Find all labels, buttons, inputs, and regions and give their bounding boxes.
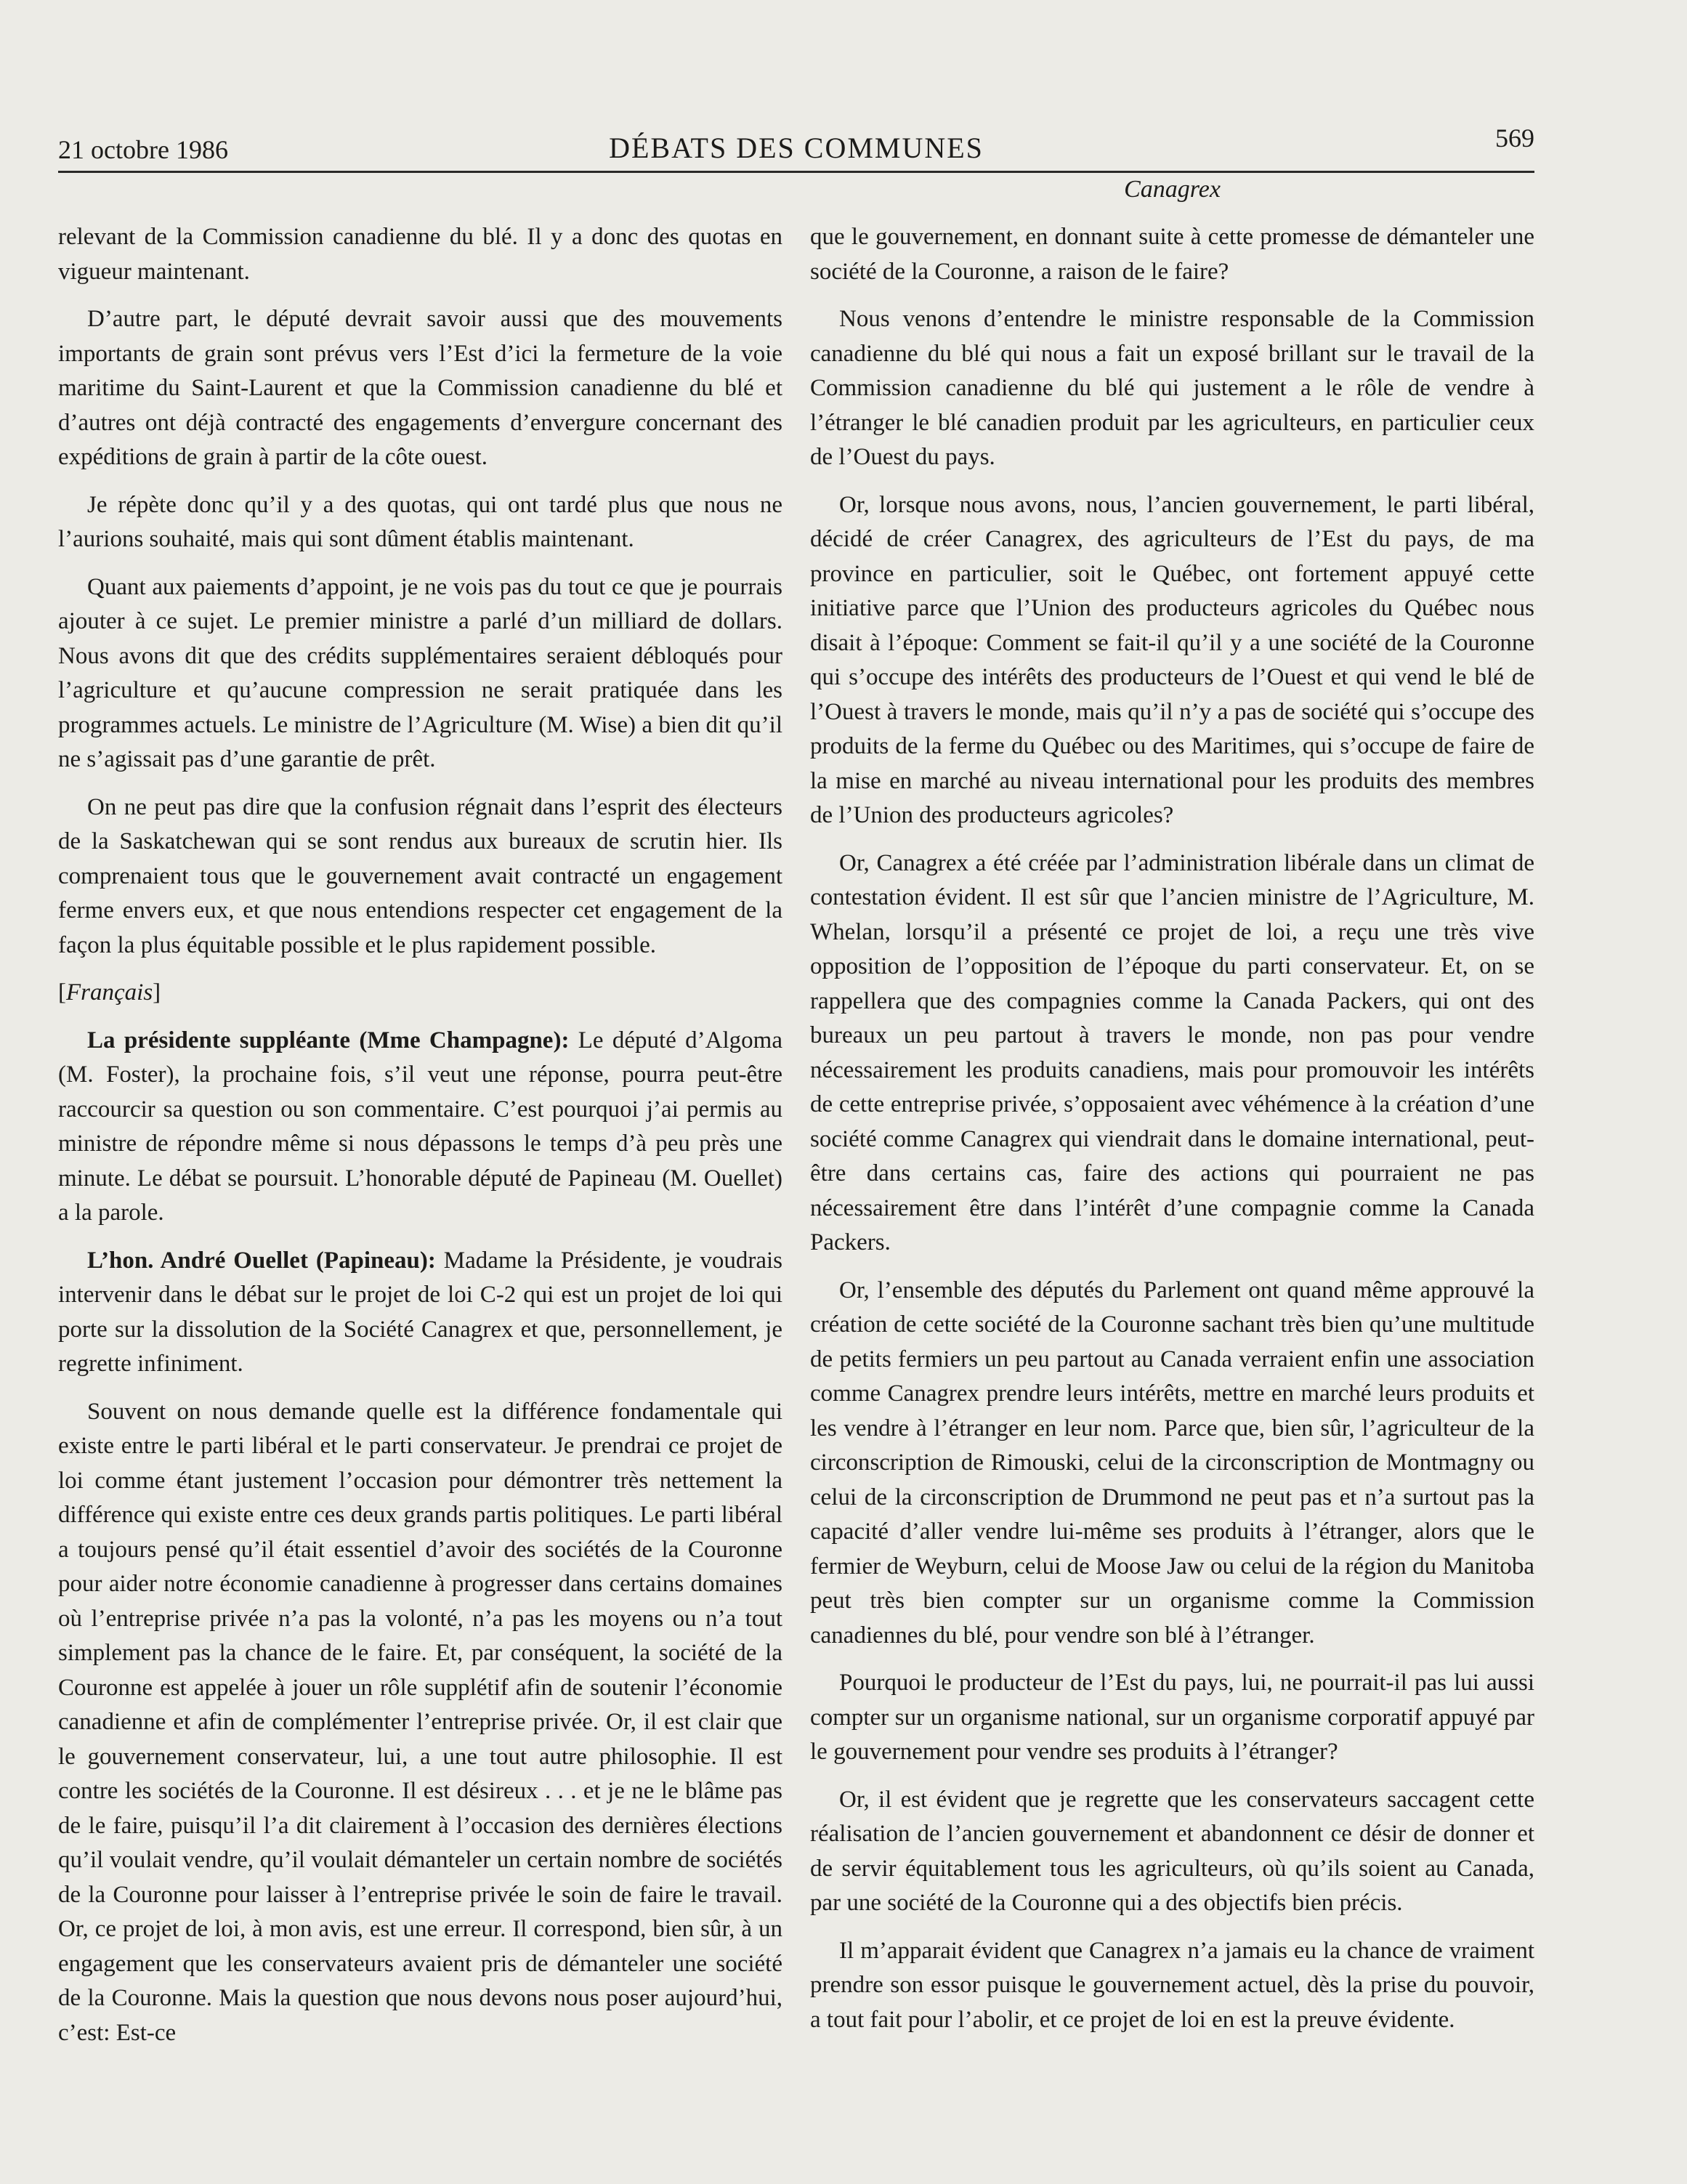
paragraph: Or, il est évident que je regrette que les conservateurs saccagent cette réalisation de l’ancien gouvernement et abandonnent ce désir de donner et de servir équitablement tous les agriculteurs, où qu’ils soient au Canada, par une société de la Couronne qui a des objectifs bien précis. — [810, 1786, 1534, 1916]
speech-text: Madame la Présidente, je voudrais intervenir dans le débat sur le projet de loi C-2 qui est un projet de loi qui porte sur la dissolution de la Société Canagrex et que, personnellement, je regrette infiniment. — [58, 1247, 782, 1377]
right-column — [810, 220, 1534, 2050]
speaker-name: L’hon. André Ouellet (Papineau): — [87, 1247, 436, 1274]
paragraph: Il m’apparait évident que Canagrex n’a jamais eu la chance de vraiment prendre son essor puisque le gouvernement actuel, dès la prise du pouvoir, a tout fait pour l’abolir, et ce projet de loi en est la preuve évidente. — [810, 1937, 1534, 2033]
paragraph: Souvent on nous demande quelle est la différence fondamentale qui existe entre le parti libéral et le parti conservateur. Je prendrai ce projet de loi comme étant justement l’occasion pour démontrer très nettement la différence qui existe entre ces deux grands partis politiques. Le parti libéral a toujours pensé qu’il était essentiel d’avoir des sociétés de la Couronne pour aider notre économie canadienne à progresser dans certains domaines où l’entreprise privée n’a pas la volonté, n’a pas les moyens ou n’a tout simplement pas la chance de le faire. Et, par conséquent, la société de la Couronne est appelée à jouer un rôle supplétif afin de soutenir l’économie canadienne et afin de complémenter l’entreprise privée. Or, il est clair que le gouvernement conservateur, lui, a une tout autre philosophie. Il est contre les sociétés de la Couronne. Il est désireux . . . et je ne le blâme pas de le faire, puisqu’il l’a dit clairement à l’occasion des dernières élections qu’il voulait vendre, qu’il voulait démanteler un certain nombre de sociétés de la Couronne pour laisser à l’entreprise privée le soin de faire le travail. Or, ce projet de loi, à mon avis, est une erreur. Il correspond, bien sûr, à un engagement que les conservateurs avaient pris de démanteler une société de la Couronne. Mais la question que nous devons nous poser aujourd’hui, c’est: Est-ce — [58, 1398, 782, 2046]
paragraph: On ne peut pas dire que la confusion régnait dans l’esprit des électeurs de la Saskatchewan qui se sont rendus aux bureaux de scrutin hier. Ils comprenaient tous que le gouvernement avait contracté un engagement ferme envers eux, et que nous entendions respecter cet engagement de la façon la plus équitable possible et le plus rapidement possible. — [58, 793, 782, 958]
speaker-name: La présidente suppléante (Mme Champagne): — [87, 1027, 570, 1053]
paragraph — [58, 1244, 782, 1382]
paragraph: Or, Canagrex a été créée par l’administration libérale dans un climat de contestation évident. Il est sûr que l’ancien ministre de l’Agriculture, M. Whelan, lorsqu’il a présenté ce projet de loi, a reçu une très vive opposition de l’opposition de l’époque du parti conservateur. Et, on se rappellera que des compagnies comme la Canada Packers, qui ont des bureaux un peu partout à travers le monde, non pas pour vendre nécessairement les produits canadiens, mais pour promouvoir les intérêts de cette entreprise privée, s’opposaient avec véhémence à la création d’une société comme Canagrex qui viendrait dans le domaine international, peut-être dans certains cas, faire des actions qui pourraient ne pas nécessairement être dans l’intérêt d’une compagnie comme la Canada Packers. — [810, 849, 1534, 1255]
paragraph: Pourquoi le producteur de l’Est du pays, lui, ne pourrait-il pas lui aussi compter sur un organisme national, sur un organisme corporatif appuyé par le gouvernement pour vendre ses produits à l’étranger? — [810, 1670, 1534, 1765]
paragraph: Je répète donc qu’il y a des quotas, qui ont tardé plus que nous ne l’aurions souhaité, mais qui sont dûment établis maintenant. — [58, 491, 782, 552]
paragraph — [58, 1024, 782, 1231]
header-date: 21 octobre 1986 — [58, 135, 228, 164]
running-head — [58, 113, 1534, 173]
language-tag-text: Français — [66, 979, 153, 1006]
header-title: DÉBATS DES COMMUNES — [609, 132, 984, 164]
paragraph: relevant de la Commission canadienne du blé. Il y a donc des quotas en vigueur maintenant. — [58, 224, 782, 285]
speech-text: Le député d’Algoma (M. Foster), la prochaine fois, s’il veut une réponse, pourra peut-être raccourcir sa question ou son commentaire. C’est pourquoi j’ai permis au ministre de répondre même si nous dépassons le temps d’à peu près une minute. Le débat se poursuit. L’honorable député de Papineau (M. Ouellet) a la parole. — [58, 1027, 782, 1226]
paragraph: D’autre part, le député devrait savoir aussi que des mouvements importants de grain sont prévus vers l’Est d’ici la fermeture de la voie maritime du Saint-Laurent et que la Commission canadienne du blé et d’autres ont déjà contracté des engagements d’envergure concernant des expéditions de grain à partir de la côte ouest. — [58, 306, 782, 470]
paragraph: Nous venons d’entendre le ministre responsable de la Commission canadienne du blé qui nous a fait un exposé brillant sur le travail de la Commission canadienne du blé qui justement a le rôle de vendre à l’étranger le blé canadien produit par les agriculteurs, en particulier ceux de l’Ouest du pays. — [810, 306, 1534, 470]
page-number: 569 — [1495, 124, 1534, 153]
paragraph: Or, lorsque nous avons, nous, l’ancien gouvernement, le parti libéral, décidé de créer Canagrex, des agriculteurs de l’Est du pays, de ma province en particulier, soit le Québec, ont fortement appuyé cette initiative parce que l’Union des producteurs agricoles du Québec nous disait à l’époque: Comment se fait-il qu’il y a une société de la Couronne qui s’occupe des intérêts des producteurs de l’Ouest et qui vend le blé de l’Ouest à travers le monde, mais qu’il n’y a pas de société qui s’occupe des produits de la ferme du Québec ou des Maritimes, qui s’occupe de faire de la mise en marché au niveau international pour les produits des membres de l’Union des producteurs agricoles? — [810, 491, 1534, 828]
paragraph: que le gouvernement, en donnant suite à cette promesse de démanteler une société de la Couronne, a raison de le faire? — [810, 224, 1534, 285]
paragraph: Or, l’ensemble des députés du Parlement ont quand même approuvé la création de cette société de la Couronne sachant très bien qu’une multitude de petits fermiers un peu partout au Canada verraient enfin une association comme Canagrex prendre leurs intérêts, mettre en marché leurs produits et les vendre à l’étranger en leur nom. Parce que, bien sûr, l’agriculteur de la circonscription de Rimouski, celui de la circonscription de Montmagny ou celui de la circonscription de Drummond ne peut pas et n’a surtout pas la capacité d’aller vendre lui-même ses produits à l’étranger, alors que le fermier de Weyburn, celui de Moose Jaw ou celui de la région du Manitoba peut très bien compter sur un organisme comme la Commission canadiennes du blé, pour vendre son blé à l’étranger. — [810, 1277, 1534, 1649]
language-tag: [Français] — [58, 979, 161, 1006]
left-column — [58, 220, 782, 2063]
subject-heading: Canagrex — [1124, 176, 1221, 203]
paragraph: Quant aux paiements d’appoint, je ne vois pas du tout ce que je pourrais ajouter à ce sujet. Le premier ministre a parlé d’un milliard de dollars. Nous avons dit que des crédits supplémentaires seraient débloqués pour l’agriculture et qu’aucune compression ne serait pratiquée dans les programmes actuels. Le ministre de l’Agriculture (M. Wise) a bien dit qu’il ne s’agissait pas d’une garantie de prêt. — [58, 573, 782, 772]
